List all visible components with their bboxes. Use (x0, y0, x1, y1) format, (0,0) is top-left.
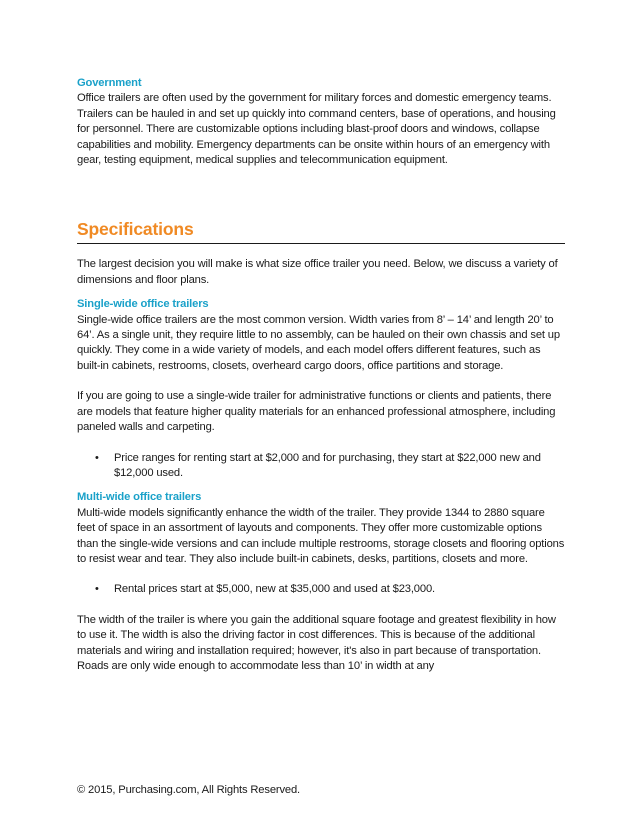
single-wide-price-bullet: Price ranges for renting start at $2,000 and for purchasing, they start at $22,000 new and $12,000 used. (114, 451, 541, 479)
bullet-icon: • (95, 451, 99, 464)
government-paragraph: Office trailers are often used by the government for military forces and domestic emergency teams. Trailers can be hauled in and set up quickly into command centers, base of operations, and housing for personnel. There are customizable options including blast-proof doors and windows, collapse capabilities and mobility. Emergency departments can be onsite within hours of an emergency with gear, testing equipment, medical supplies and telecommunication equipment. (77, 92, 556, 167)
bullet-icon: • (95, 583, 99, 596)
specifications-title: Specifications (77, 219, 194, 240)
government-heading: Government (77, 77, 142, 89)
specifications-intro: The largest decision you will make is what size office trailer you need. Below, we discuss a variety of dimensions and floor plans. (77, 258, 558, 286)
single-wide-paragraph-2: If you are going to use a single-wide trailer for administrative functions or clients and patients, there are models that feature higher quality materials for an enhanced professional atmosphere, including paneled walls and carpeting. (77, 390, 556, 434)
multi-wide-heading: Multi-wide office trailers (77, 491, 202, 504)
list-item (77, 451, 565, 482)
multi-wide-paragraph: Multi-wide models significantly enhance the width of the trailer. They provide 1344 to 2880 square feet of space in an assortment of layouts and components. They offer more customizable options than the single-wide versions and can include multiple restrooms, storage closets and flooring options to resist wear and tear. They also include built-in cabinets, desks, partitions, closets and more. (77, 506, 565, 565)
multi-wide-paragraph-2: The width of the trailer is where you gain the additional square footage and greatest flexibility in how to use it. The width is also the driving factor in cost differences. This is because of the additional materials and wiring and installation required; however, it's also in part because of transportation. Roads are only wide enough to accommodate less than 10’ in width at any (77, 613, 556, 672)
single-wide-bullet-list (77, 451, 565, 482)
copyright-footer: © 2015, Purchasing.com, All Rights Reserved. (77, 784, 301, 796)
multi-wide-bullet-list (77, 582, 565, 597)
single-wide-heading: Single-wide office trailers (77, 298, 209, 311)
single-wide-paragraph: Single-wide office trailers are the most common version. Width varies from 8’ – 14’ and length 20’ to 64’. As a single unit, they require little to no assembly, can be hauled on their own chassis and set up quickly. They come in a wide variety of models, and each model offers different features, such as built-in cabinets, restrooms, closets, overheard cargo doors, office partitions and storage. (77, 313, 560, 372)
document-page (77, 76, 565, 674)
multi-wide-price-bullet: Rental prices start at $5,000, new at $35,000 and used at $23,000. (114, 583, 435, 596)
list-item (77, 582, 565, 597)
